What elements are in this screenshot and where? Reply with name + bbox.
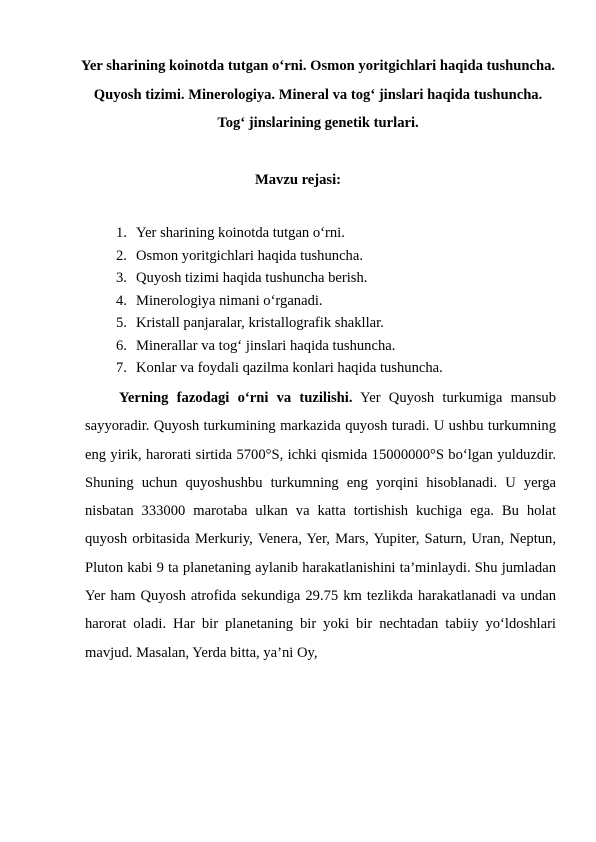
plan-item-text: Osmon yoritgichlari haqida tushuncha. [136, 247, 363, 264]
plan-item-number: 4. [116, 292, 127, 309]
document-title: Yer sharining koinotda tutgan o‘rni. Osmon yoritgichlari haqida tushuncha. Quyosh tizimi. Minerologiya. Mineral va tog‘ jinslari haqida tushuncha. Tog‘ jinslarining genetik turlari. [80, 58, 556, 131]
plan-item-text: Kristall panjaralar, kristallografik shakllar. [136, 315, 384, 331]
plan-item-text: Quyosh tizimi haqida tushuncha berish. [136, 270, 368, 286]
plan-list [116, 222, 443, 380]
plan-item [116, 290, 443, 313]
plan-heading: Mavzu rejasi: [254, 172, 342, 188]
plan-item-number: 7. [116, 360, 127, 376]
plan-item-text: Yer sharining koinotda tutgan o‘rni. [136, 225, 345, 241]
plan-item-text: Minerallar va tog‘ jinslari haqida tushuncha. [136, 337, 396, 354]
plan-item-number: 2. [116, 247, 127, 264]
plan-item-number: 3. [116, 270, 127, 286]
plan-item-number: 5. [116, 315, 127, 331]
plan-item [116, 222, 443, 245]
plan-item [116, 312, 443, 335]
body-paragraph [85, 384, 556, 667]
plan-item-text: Konlar va foydali qazilma konlari haqida tushuncha. [136, 360, 443, 376]
section-heading: Yerning fazodagi o‘rni va tuzilishi. [119, 390, 353, 406]
plan-item-number: 1. [116, 225, 127, 241]
paragraph-text: Yer Quyosh turkumiga mansub sayyoradir. Quyosh turkumining markazida quyosh turadi. U ushbu turkumning eng yirik, harorati sirtida 5700°S, ichki qismida 15000000°S bo‘lgan yulduzdir. Shuning uchun quyoshushbu turkumning eng yorqini hisoblanadi. U yerga nisbatan 333000 marotaba ulkan va katta tortishish kuchiga ega. Bu holat quyosh orbitasida Merkuriy, Venera, Yer, Mars, Yupiter, Saturn, Uran, Neptun, Pluton kabi 9 ta planetaning aylanib harakatlanishini ta’minlaydi. Shu jumladan Yer ham Quyosh atrofida sekundiga 29.75 km tezlikda harakatlanadi va undan harorat oladi. Har bir planetaning bir yoki bir nechtadan tabiiy yo‘ldoshlari mavjud. Masalan, Yerda bitta, ya’ni Oy, [85, 390, 556, 661]
plan-item-number: 6. [116, 337, 127, 354]
plan-item-text: Minerologiya nimani o‘rganadi. [136, 292, 323, 309]
plan-item [116, 245, 443, 268]
plan-item [116, 357, 443, 380]
plan-item [116, 267, 443, 290]
plan-item [116, 335, 443, 358]
